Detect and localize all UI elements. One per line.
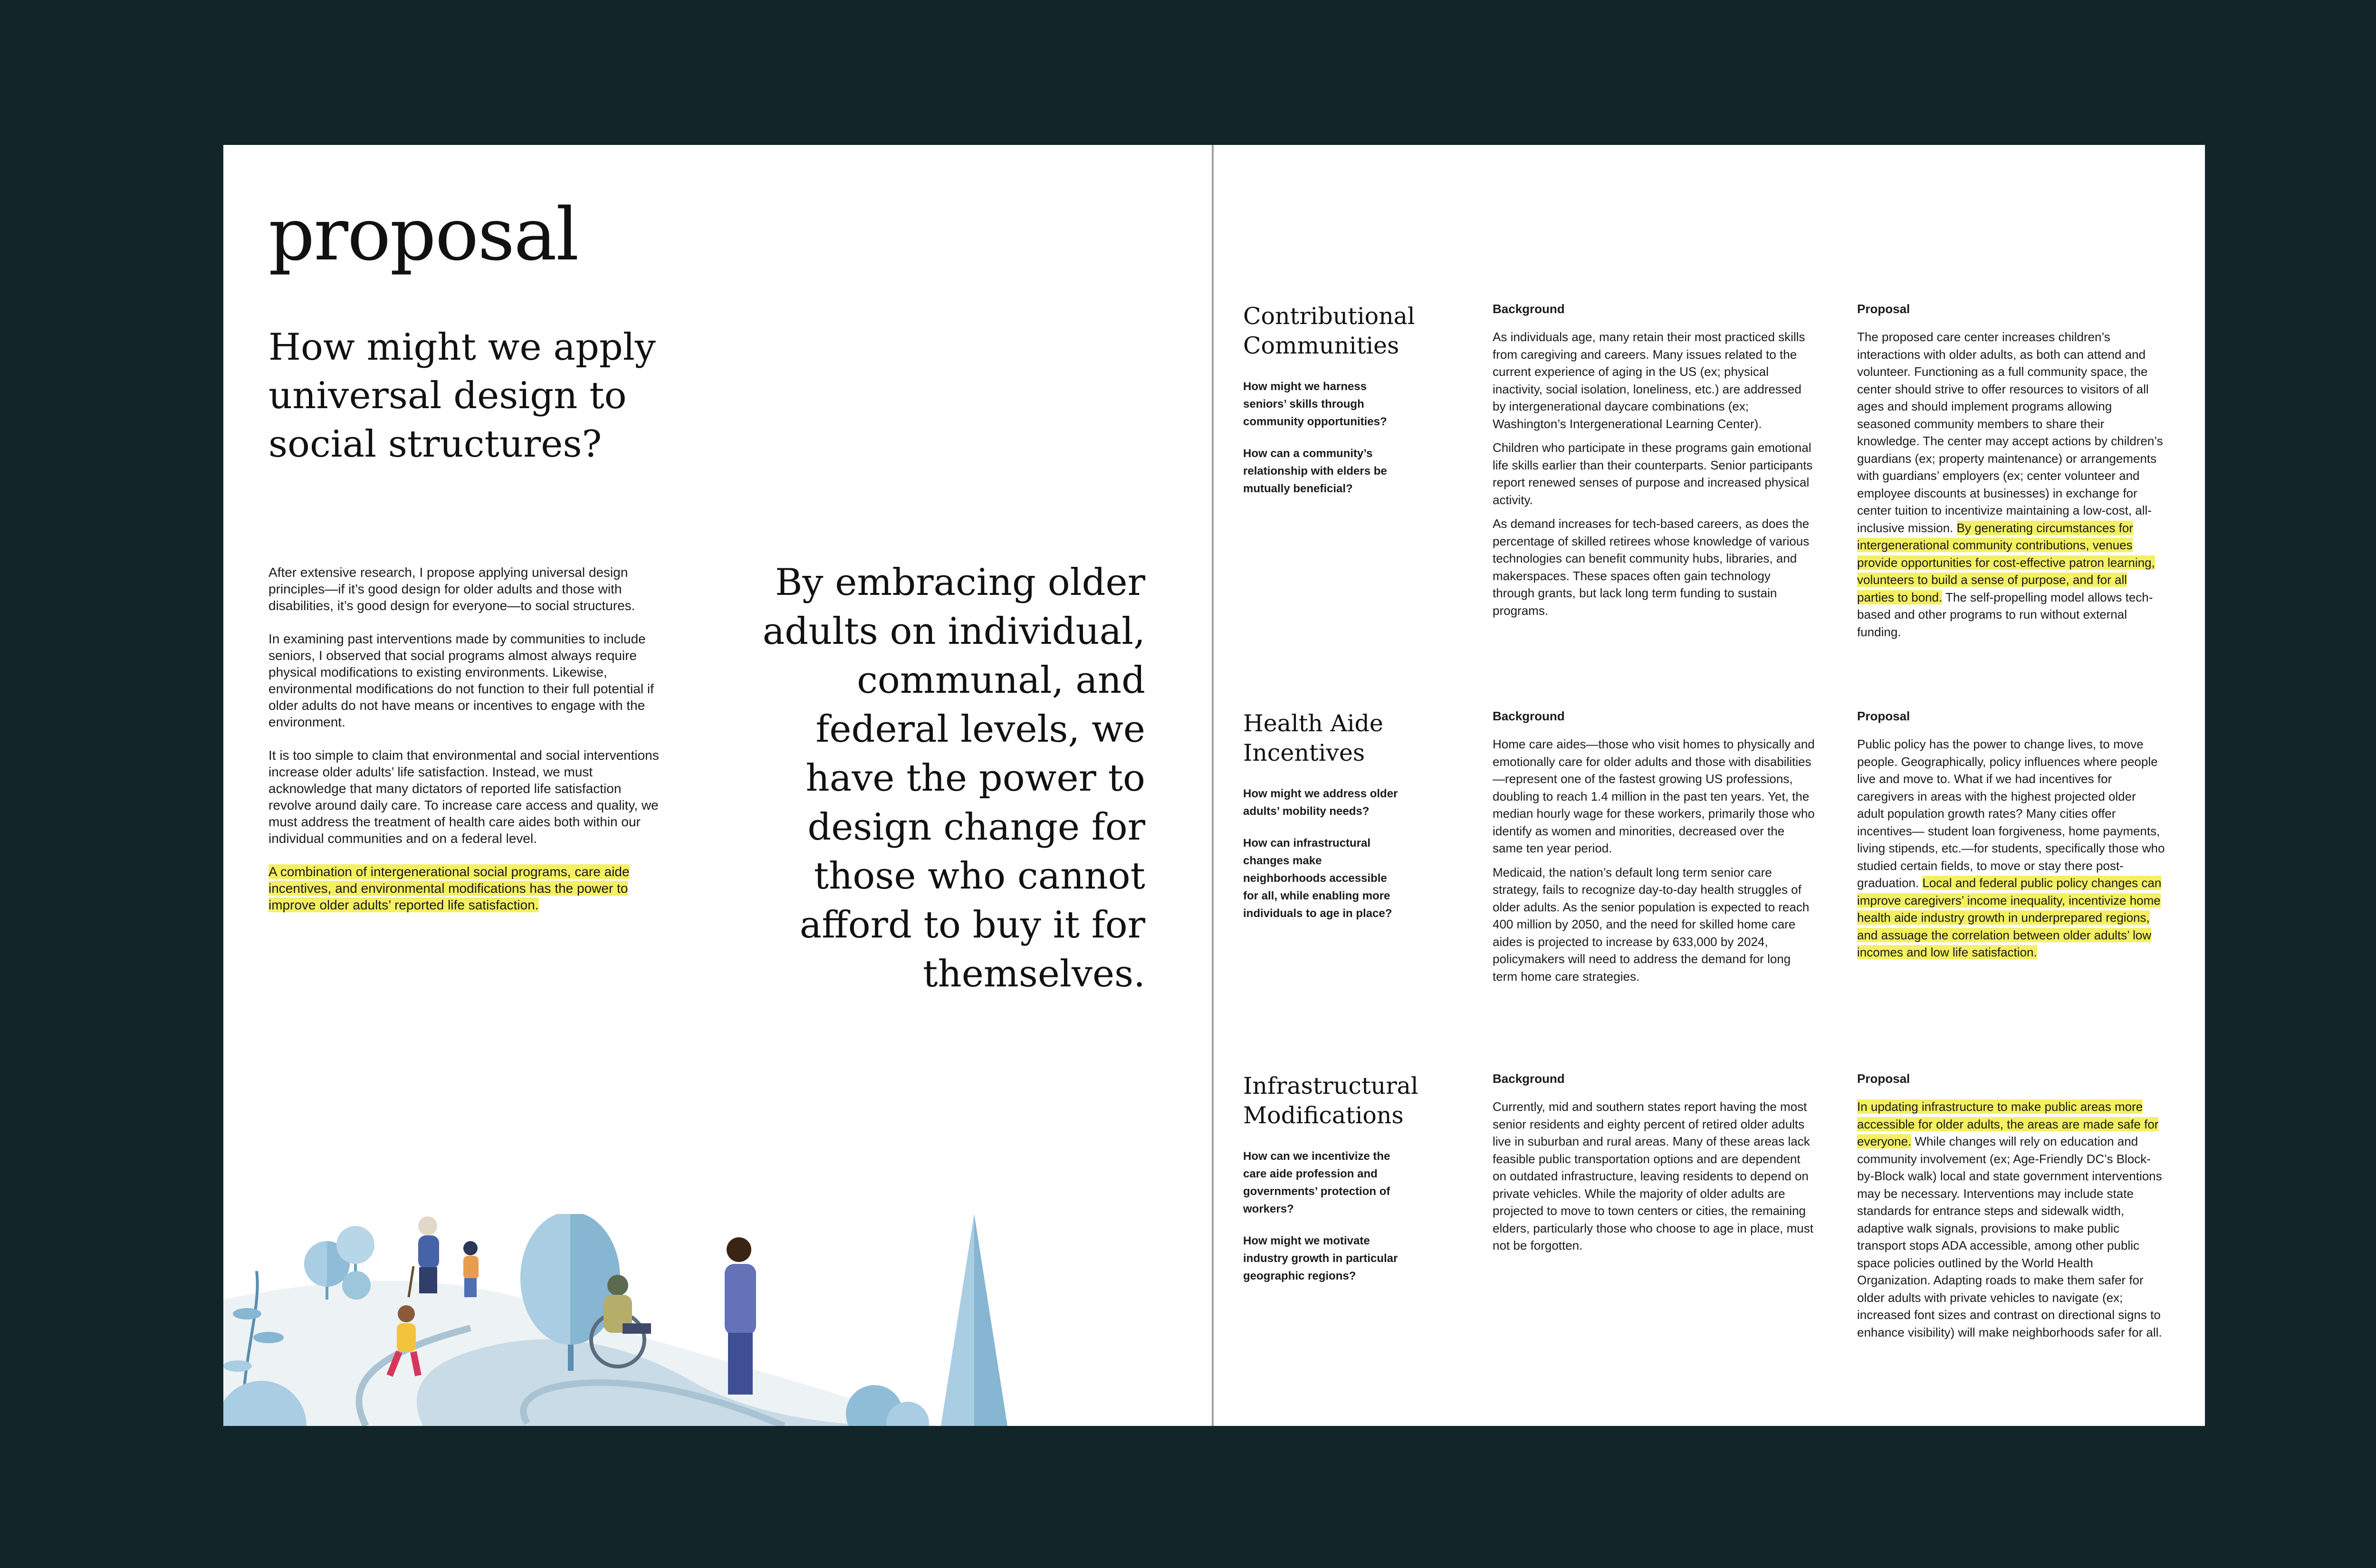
proposal-text: While changes will rely on education and community involvement (ex; Age-Friendly DC’s Block-by-Block walk) local and state government interventions may be necessary. Interventions may include state standards for entrance steps and sidewalk width, adaptive walk signals, provisions to make public transport stops ADA accessible, among other public space policies outlined by the World Health Organization. Adapting roads to make them safer for older adults with private vehicles to navigate (ex; increased font sizes and contrast on directional signs to enhance visibility) will make neighborhoods safer for all.	[1857, 1134, 2162, 1339]
proposal-heading: Proposal	[1857, 1071, 1910, 1086]
section-question: How can infrastructural changes make neighborhoods accessible for all, while enabling more individuals to age in place?	[1243, 837, 1392, 920]
section-title: Contributional Communities	[1243, 303, 1415, 359]
section-question: How can we incentivize the care aide profession and governments’ protection of workers?	[1243, 1150, 1390, 1215]
child-figure	[463, 1241, 479, 1297]
proposal-text: Public policy has the power to change lives, to move people. Geographically, policy influences where people live and move to. What if we had incentives for caregivers in areas with the highest projected older adult population growth rates? Many cities offer incentives— student loan forgiveness, home payments, living stipends, etc.—for students, specifically those who studied certain fields, to move or stay there post-graduation.	[1857, 737, 2165, 890]
section-title: Infrastructural Modifications	[1243, 1072, 1418, 1129]
proposal-column	[1857, 709, 2166, 968]
proposal-highlight: In updating infrastructure to make public areas more accessible for older adults, the areas are made safe for everyone.	[1857, 1100, 2159, 1148]
pull-quote: By embracing older adults on individual, communal, and federal levels, we have the power to design change for those who cannot afford to buy it for themselves.	[762, 561, 1145, 995]
section-question: How can a community’s relationship with elders be mutually beneficial?	[1243, 447, 1387, 495]
proposal-highlight: Local and federal public policy changes can improve caregivers’ income inequality, incentivize home health aide industry growth in underprepared regions, and assuage the correlation between older adults’ low incomes and low life satisfaction.	[1857, 876, 2162, 959]
proposal-paragraph	[1857, 736, 2166, 961]
section-question: How might we harness seniors’ skills through community opportunities?	[1243, 380, 1387, 428]
left-page	[223, 145, 1212, 1426]
background-column	[1493, 302, 1816, 626]
bush	[342, 1271, 371, 1300]
community-illustration	[223, 1214, 1212, 1426]
proposal-column	[1857, 1071, 2166, 1348]
proposal-heading: Proposal	[1857, 709, 1910, 723]
page-title: proposal	[268, 192, 578, 277]
section-question: How might we address older adults’ mobility needs?	[1243, 787, 1398, 818]
background-heading: Background	[1493, 302, 1565, 316]
proposal-text: The proposed care center increases children’s interactions with older adults, as both can attend and volunteer. Functioning as a full community space, the center should strive to offer resources to visitors of all ages and should implement programs allowing seasoned community members to share their knowledge. The center may accept actions by children’s guardians (ex; property maintenance) or arrangements with guardians’ employers (ex; center volunteer and employee discounts at businesses) in exchange for center tuition to incentivize maintaining a low-cost, all-inclusive mission.	[1857, 330, 2163, 535]
proposal-paragraph	[1857, 1098, 2166, 1341]
section-questions	[1243, 378, 1405, 512]
background-heading: Background	[1493, 709, 1565, 723]
book-spread	[223, 145, 2205, 1426]
proposal-heading: Proposal	[1857, 302, 1910, 316]
right-page	[1214, 145, 2205, 1426]
main-question: How might we apply universal design to social structures?	[268, 326, 656, 466]
background-paragraph: Home care aides—those who visit homes to physically and emotionally care for older adults and those with disabilities—represent one of the fastest growing US professions, doubling to reach 1.4 million in the past ten years. Yet, the median hourly wage for these workers, primarily those who identify as women and minorities, decreased over the same ten year period.	[1493, 737, 1815, 855]
background-paragraph: As demand increases for tech-based careers, as does the percentage of skilled retirees whose knowledge of various technologies can benefit community hubs, libraries, and makerspaces. These spaces often gain technology through grants, but lack long term funding to sustain programs.	[1493, 516, 1810, 618]
background-paragraph: Medicaid, the nation’s default long term senior care strategy, fails to recognize day-to-day health struggles of older adults. As the senior population is expected to reach 400 million by 2050, and the need for skilled home care aides is projected to increase by 633,000 by 2024, policymakers will need to address the demand for long term home care strategies.	[1493, 865, 1810, 984]
intro-text	[268, 564, 663, 930]
proposal-column	[1857, 302, 2166, 647]
background-paragraph: As individuals age, many retain their most practiced skills from caregiving and careers. Many issues related to the current experience of aging in the US (ex; physical inactivity, social isolation, loneliness, etc.) are addressed by intergenerational daycare combinations (ex; Washington’s Intergenerational Learning Center).	[1493, 330, 1805, 431]
highlight-text: A combination of intergenerational social programs, care aide incentives, and environmental modifications has the power to improve older adults’ reported life satisfaction.	[268, 864, 630, 912]
background-paragraph: Children who participate in these programs gain emotional life skills earlier than their counterparts. Senior participants report renewed senses of purpose and increased physical activity.	[1493, 440, 1813, 507]
intro-paragraph: In examining past interventions made by communities to include seniors, I observed that social programs almost always require physical modifications to existing environments. Likewise, environmental modifications do not function to their full potential if older adults do not have means or incentives to engage with the environment.	[268, 631, 654, 729]
section-questions	[1243, 1147, 1405, 1299]
background-heading: Background	[1493, 1071, 1565, 1086]
intro-paragraph: It is too simple to claim that environmental and social interventions increase older adults’ life satisfaction. Instead, we must acknowledge that many dictators of reported life satisfaction revolve around daily care. To increase care access and quality, we must address the treatment of health care aides both within our individual communities and on a federal level.	[268, 748, 659, 846]
section-title: Health Aide Incentives	[1243, 710, 1383, 766]
section-question: How might we motivate industry growth in particular geographic regions?	[1243, 1234, 1398, 1282]
intro-paragraph: After extensive research, I propose applying universal design principles—if it’s good design for older adults and those with disabilities, it’s good design for everyone—to social structures.	[268, 565, 635, 613]
caregiver-figure	[725, 1237, 756, 1395]
background-column	[1493, 1071, 1816, 1261]
background-paragraph: Currently, mid and southern states report having the most senior residents and eighty percent of retired older adults live in suburban and rural areas. Many of these areas lack feasible public transportation options and are dependent on outdated infrastructure, leaving residents to depend on private vehicles. While the majority of older adults are projected to move to town centers or cities, the remaining elders, particularly those who choose to age in place, must not be forgotten.	[1493, 1100, 1813, 1252]
proposal-highlight: By generating circumstances for intergenerational community contributions, venues provide opportunities for cost-effective patron learning, volunteers to build a sense of purpose, and for all parties to bond.	[1857, 520, 2155, 604]
proposal-text: The self-propelling model allows tech-based and other programs to run without external funding.	[1857, 590, 2153, 639]
section-questions	[1243, 785, 1405, 937]
highlighted-conclusion	[268, 863, 663, 913]
proposal-paragraph	[1857, 328, 2166, 641]
pine-tree	[941, 1214, 1007, 1426]
background-column	[1493, 709, 1816, 992]
